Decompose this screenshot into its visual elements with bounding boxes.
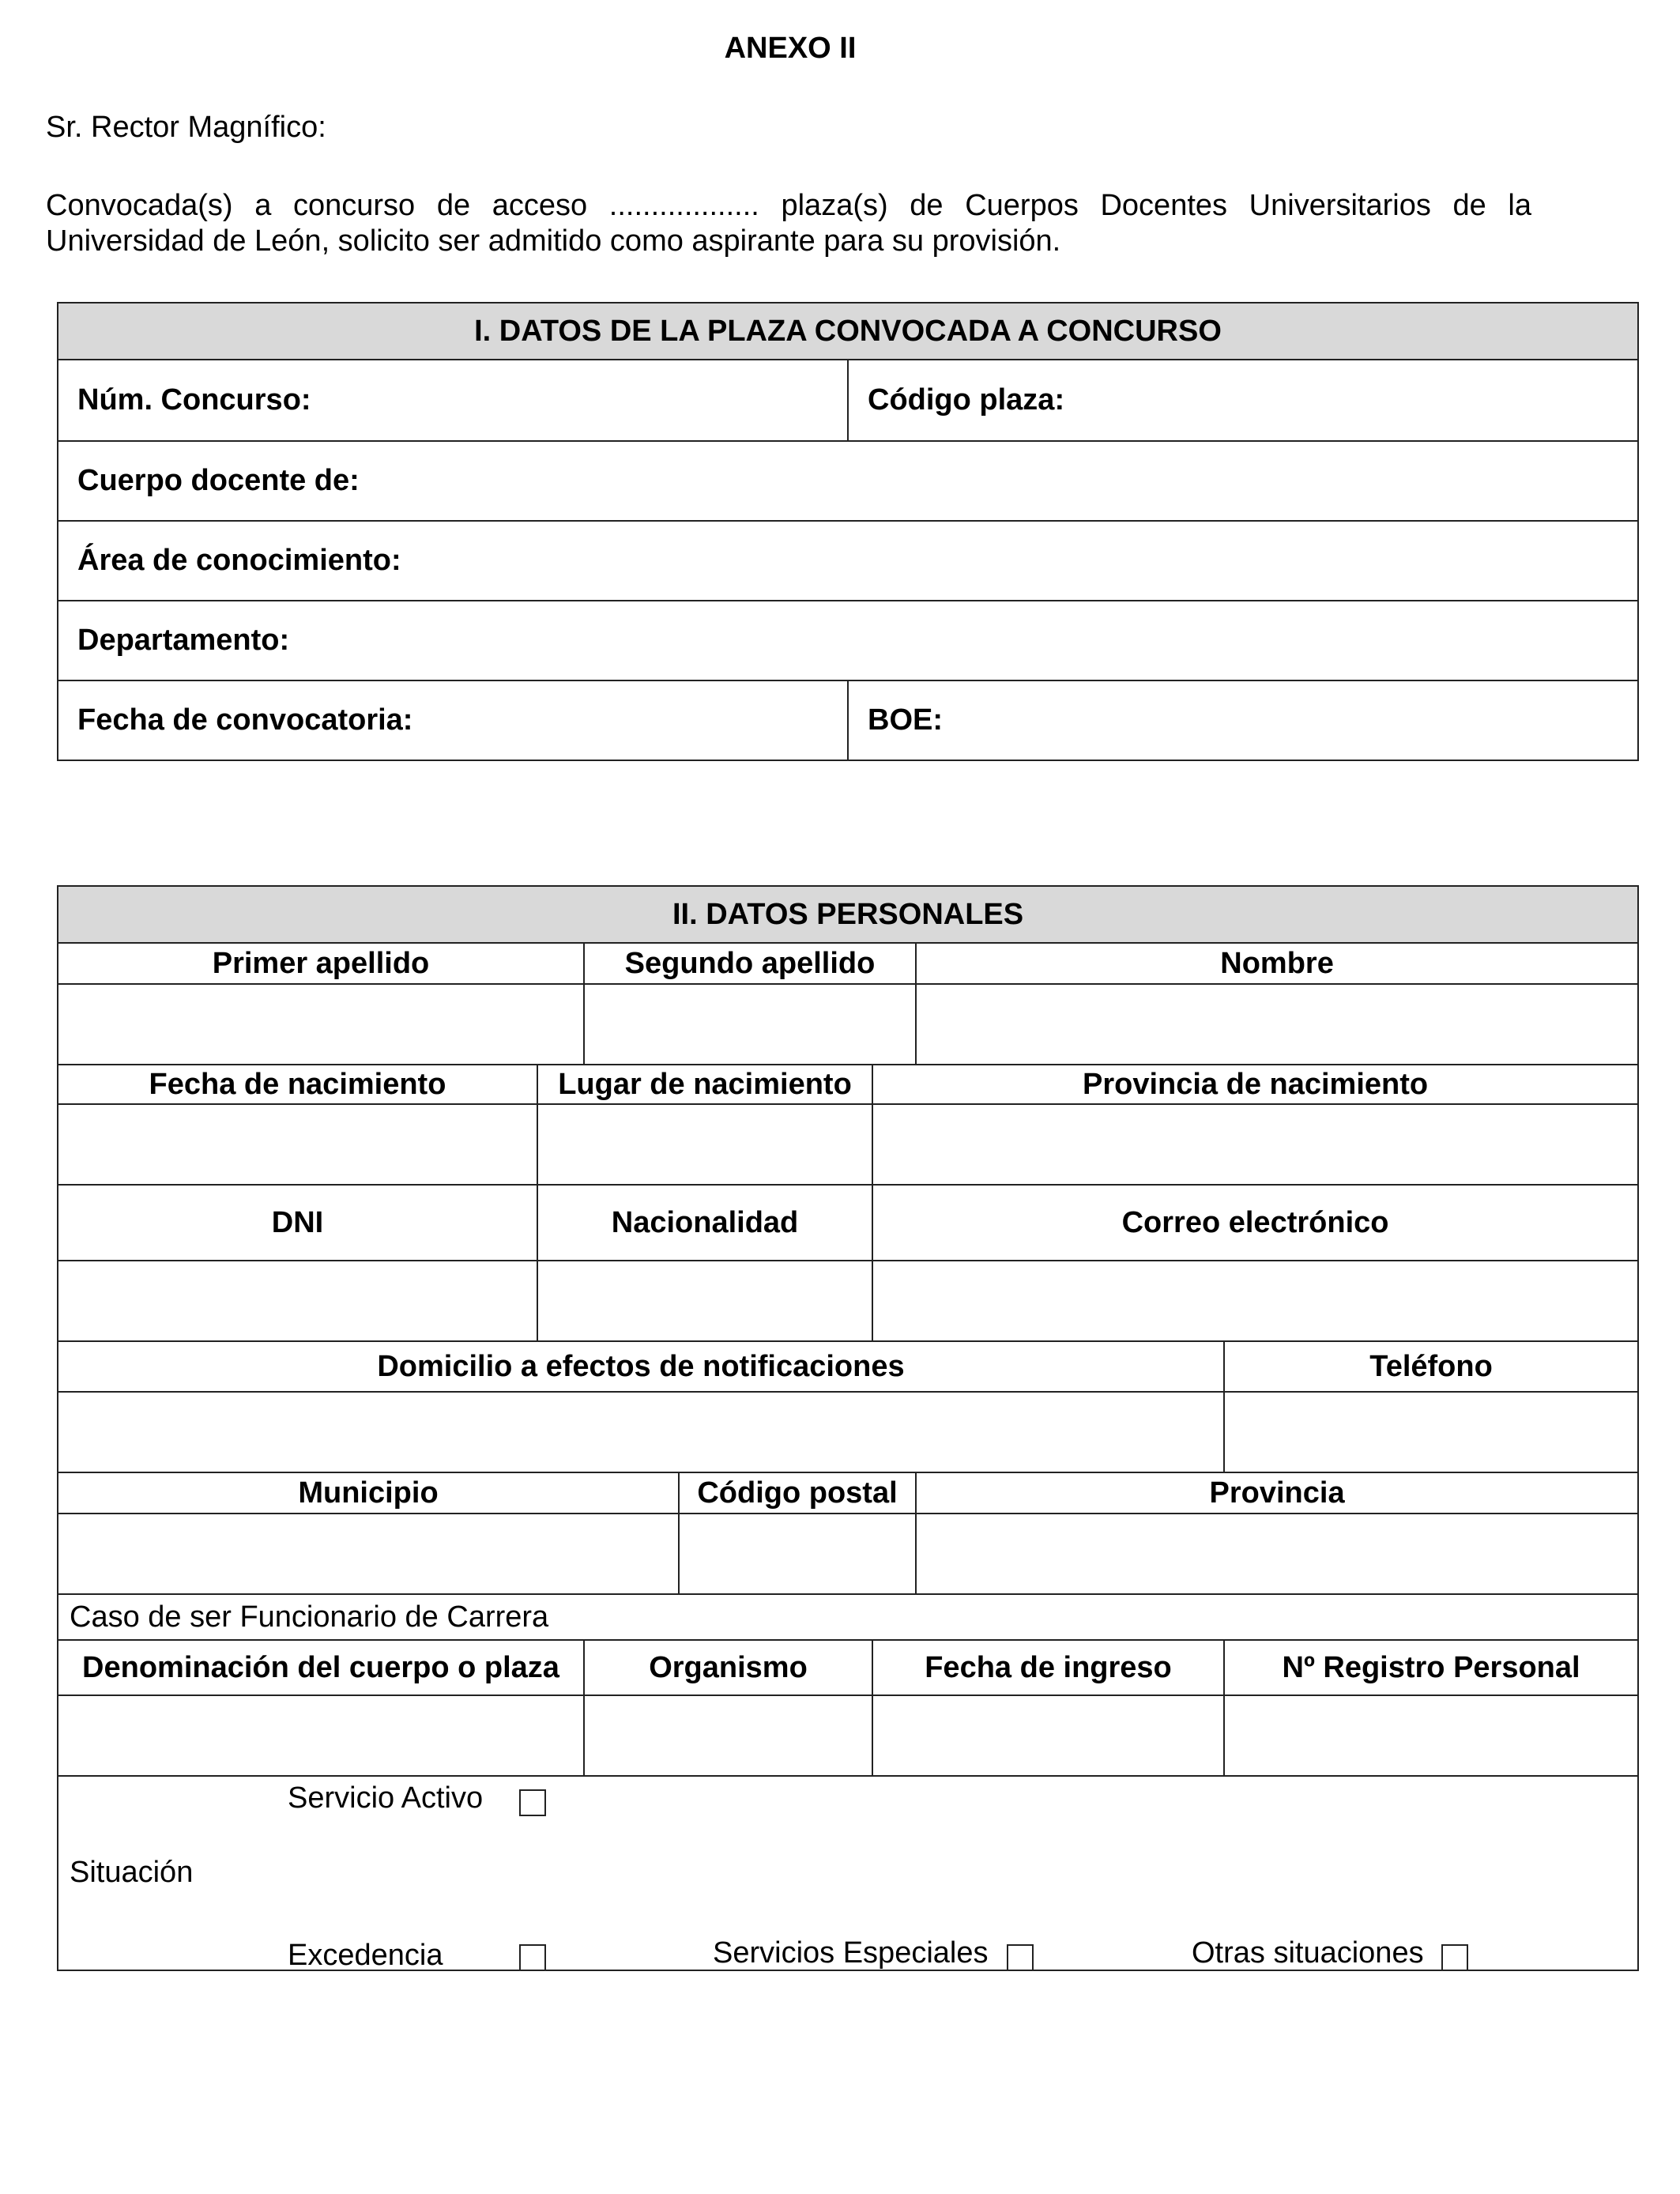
telefono-label: Teléfono xyxy=(1224,1341,1638,1392)
intro-paragraph: Convocada(s) a concurso de acceso .................. plaza(s) de Cuerpos Docentes Universitarios de la Universidad de León, solicito ser admitido como aspirante para su provisión. xyxy=(46,189,1531,258)
servicios-especiales-checkbox[interactable] xyxy=(1007,1944,1034,1970)
registro-personal-label: Nº Registro Personal xyxy=(1224,1640,1638,1695)
dni-input[interactable] xyxy=(58,1261,537,1341)
domicilio-label: Domicilio a efectos de notificaciones xyxy=(58,1341,1224,1392)
fecha-ingreso-input[interactable] xyxy=(872,1695,1224,1776)
nacionalidad-label: Nacionalidad xyxy=(537,1185,872,1261)
funcionario-carrera-label: Caso de ser Funcionario de Carrera xyxy=(58,1594,1638,1640)
otras-situaciones-checkbox[interactable] xyxy=(1441,1944,1468,1970)
servicio-activo-checkbox[interactable] xyxy=(519,1789,546,1816)
situacion-cell xyxy=(58,1776,1638,1970)
situacion-label: Situación xyxy=(70,1856,194,1889)
section-2-title: II. DATOS PERSONALES xyxy=(58,886,1638,943)
fecha-nacimiento-input[interactable] xyxy=(58,1104,537,1185)
departamento-field[interactable]: Departamento: xyxy=(58,601,1638,680)
excedencia-checkbox[interactable] xyxy=(519,1944,546,1970)
primer-apellido-input[interactable] xyxy=(58,984,584,1065)
cuerpo-docente-field[interactable]: Cuerpo docente de: xyxy=(58,441,1638,521)
nombre-input[interactable] xyxy=(916,984,1638,1065)
provincia-nacimiento-label: Provincia de nacimiento xyxy=(872,1065,1638,1104)
codigo-plaza-field[interactable]: Código plaza: xyxy=(848,360,1638,441)
telefono-input[interactable] xyxy=(1224,1392,1638,1472)
excedencia-label: Excedencia xyxy=(288,1939,443,1970)
fecha-nacimiento-label: Fecha de nacimiento xyxy=(58,1065,537,1104)
otras-situaciones-label: Otras situaciones xyxy=(1192,1936,1424,1970)
denominacion-label: Denominación del cuerpo o plaza xyxy=(58,1640,584,1695)
section-1-title: I. DATOS DE LA PLAZA CONVOCADA A CONCURSO xyxy=(58,303,1638,360)
primer-apellido-label: Primer apellido xyxy=(58,943,584,984)
section-plaza-table xyxy=(57,302,1639,761)
salutation: Sr. Rector Magnífico: xyxy=(46,111,326,144)
servicios-especiales-label: Servicios Especiales xyxy=(713,1936,989,1970)
num-concurso-field[interactable]: Núm. Concurso: xyxy=(58,360,848,441)
provincia-label: Provincia xyxy=(916,1472,1638,1514)
nombre-label: Nombre xyxy=(916,943,1638,984)
denominacion-input[interactable] xyxy=(58,1695,584,1776)
segundo-apellido-label: Segundo apellido xyxy=(584,943,916,984)
codigo-postal-input[interactable] xyxy=(679,1514,916,1594)
segundo-apellido-input[interactable] xyxy=(584,984,916,1065)
domicilio-input[interactable] xyxy=(58,1392,1224,1472)
servicio-activo-label: Servicio Activo xyxy=(288,1781,484,1815)
registro-personal-input[interactable] xyxy=(1224,1695,1638,1776)
dni-label: DNI xyxy=(58,1185,537,1261)
organismo-input[interactable] xyxy=(584,1695,872,1776)
page-title: ANEXO II xyxy=(724,32,857,65)
codigo-postal-label: Código postal xyxy=(679,1472,916,1514)
lugar-nacimiento-label: Lugar de nacimiento xyxy=(537,1065,872,1104)
municipio-label: Municipio xyxy=(58,1472,679,1514)
provincia-input[interactable] xyxy=(916,1514,1638,1594)
section-personal-table xyxy=(57,885,1639,1971)
lugar-nacimiento-input[interactable] xyxy=(537,1104,872,1185)
area-conocimiento-field[interactable]: Área de conocimiento: xyxy=(58,521,1638,601)
nacionalidad-input[interactable] xyxy=(537,1261,872,1341)
fecha-ingreso-label: Fecha de ingreso xyxy=(872,1640,1224,1695)
organismo-label: Organismo xyxy=(584,1640,872,1695)
municipio-input[interactable] xyxy=(58,1514,679,1594)
correo-input[interactable] xyxy=(872,1261,1638,1341)
provincia-nacimiento-input[interactable] xyxy=(872,1104,1638,1185)
fecha-convocatoria-field[interactable]: Fecha de convocatoria: xyxy=(58,680,848,760)
boe-field[interactable]: BOE: xyxy=(848,680,1638,760)
correo-label: Correo electrónico xyxy=(872,1185,1638,1261)
